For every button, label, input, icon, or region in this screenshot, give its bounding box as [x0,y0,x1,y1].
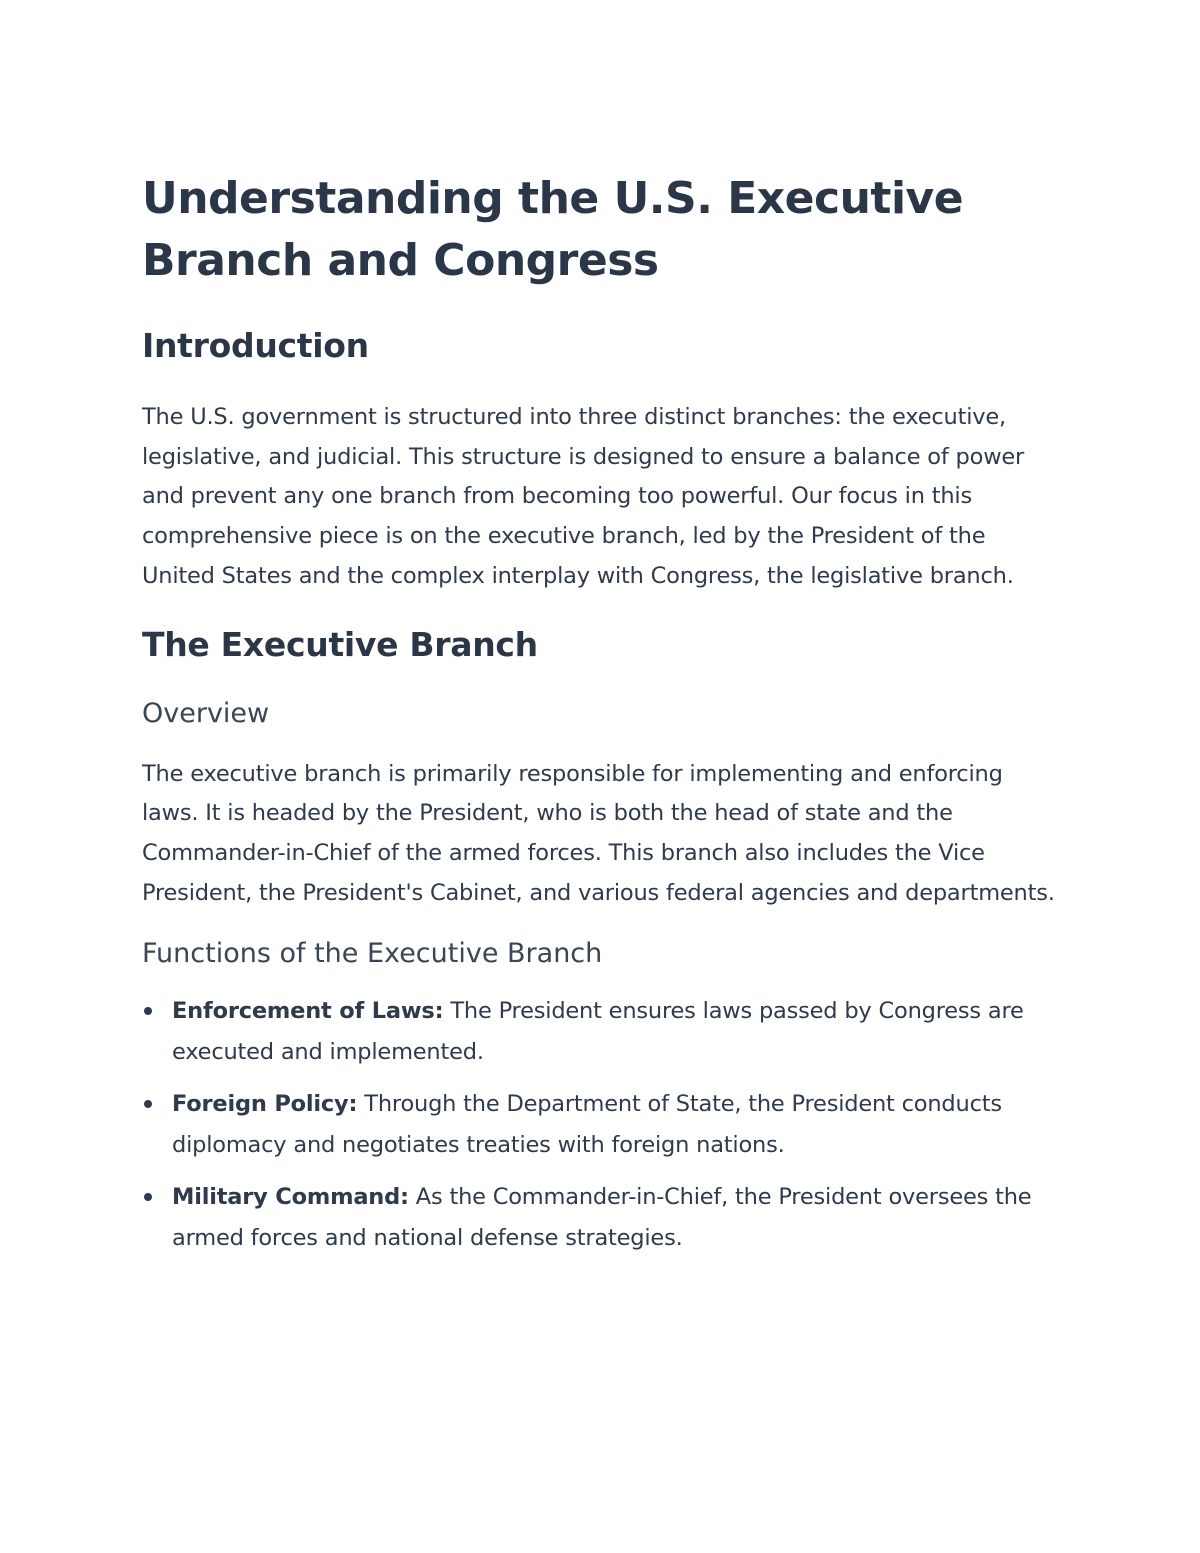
list-item [142,1177,1062,1258]
list-item-term: Foreign Policy: [172,1091,358,1118]
list-item-text: The President ensures laws passed by Congress are executed and implemented. [172,998,1024,1065]
functions-list [142,991,1062,1258]
section-heading-executive-branch: The Executive Branch [142,624,538,664]
list-item-term: Enforcement of Laws: [172,998,444,1025]
document-title: Understanding the U.S. Executive Branch and Congress [142,173,964,286]
introduction-paragraph: The U.S. government is structured into three distinct branches: the executive, legislative, and judicial. This structure is designed to ensure a balance of power and prevent any one branch from becoming too powerful. Our focus in this comprehensive piece is on the executive branch, led by the President of the United States and the complex interplay with Congress, the legislative branch. [142,404,1025,589]
bullet-icon [144,1100,152,1108]
list-item-text: As the Commander-in-Chief, the President oversees the armed forces and national defense strategies. [172,1184,1032,1251]
list-item [142,1084,1062,1165]
subsection-heading-functions: Functions of the Executive Branch [142,938,603,970]
overview-paragraph: The executive branch is primarily responsible for implementing and enforcing laws. It is headed by the President, who is both the head of state and the Commander-in-Chief of the armed forces. This branch also includes the Vice President, the President's Cabinet, and various federal agencies and departments. [142,760,1055,906]
list-item-term: Military Command: [172,1184,409,1211]
document-page [142,168,1062,1270]
subsection-heading-overview: Overview [142,697,270,729]
section-heading-introduction: Introduction [142,326,369,365]
bullet-icon [144,1007,152,1015]
list-item-text: Through the Department of State, the President conducts diplomacy and negotiates treaties with foreign nations. [172,1091,1002,1158]
bullet-icon [144,1193,152,1201]
list-item [142,991,1062,1072]
